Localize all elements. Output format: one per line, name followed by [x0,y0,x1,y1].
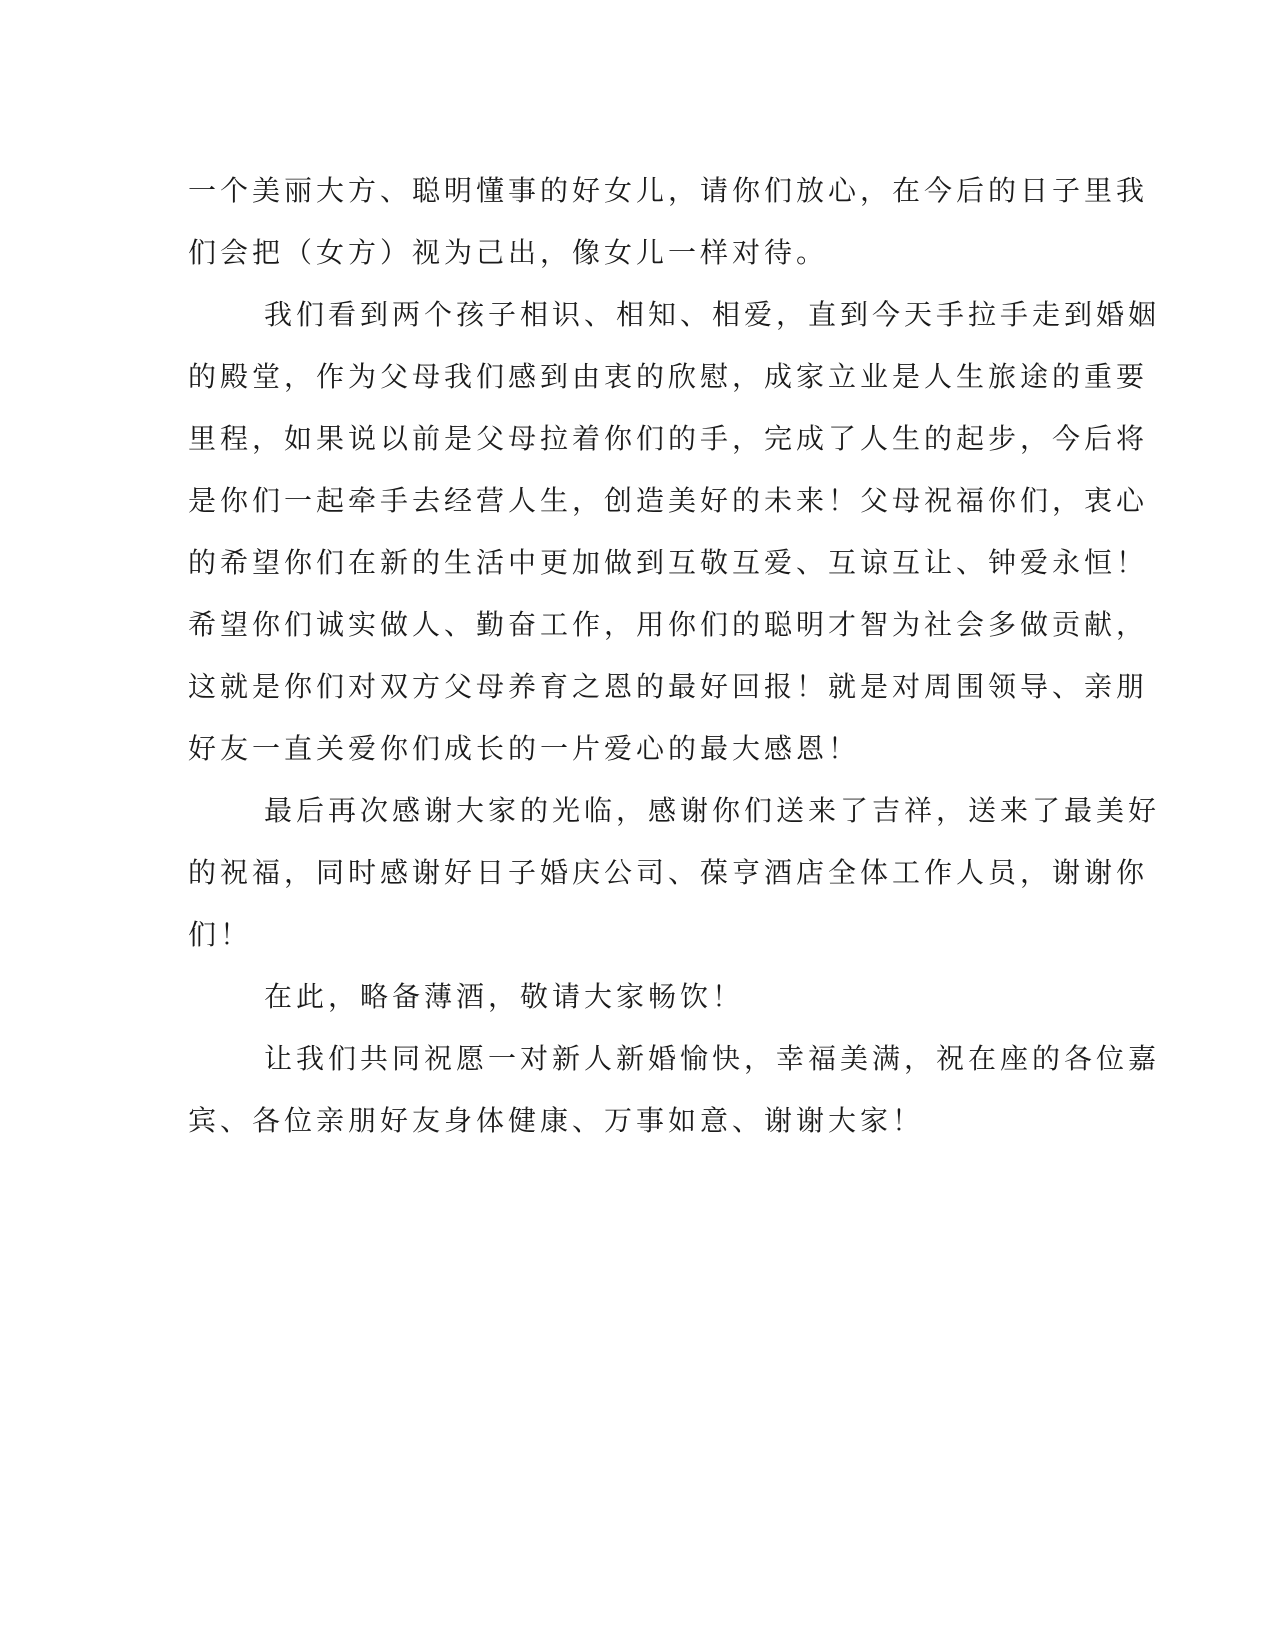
text-line: 在此，略备薄酒，敬请大家畅饮！ [264,980,745,1013]
text-line: 宾、各位亲朋好友身体健康、万事如意、谢谢大家！ [188,1104,925,1137]
text-line: 们会把（女方）视为己出，像女儿一样对待。 [188,236,829,269]
text-line: 让我们共同祝愿一对新人新婚愉快，幸福美满，祝在座的各位嘉 [264,1042,1161,1075]
text-line: 的殿堂，作为父母我们感到由衷的欣慰，成家立业是人生旅途的重要 [188,360,1149,393]
text-line: 的祝福，同时感谢好日子婚庆公司、葆亨酒店全体工作人员，谢谢你 [188,856,1149,889]
text-line: 希望你们诚实做人、勤奋工作，用你们的聪明才智为社会多做贡献， [188,608,1149,641]
text-line: 最后再次感谢大家的光临，感谢你们送来了吉祥，送来了最美好 [264,794,1161,827]
text-line: 们！ [188,918,253,951]
text-line: 里程，如果说以前是父母拉着你们的手，完成了人生的起步，今后将 [188,422,1149,455]
text-line: 这就是你们对双方父母养育之恩的最好回报！就是对周围领导、亲朋 [188,670,1149,703]
text-line: 一个美丽大方、聪明懂事的好女儿，请你们放心，在今后的日子里我 [188,174,1149,207]
text-line: 好友一直关爱你们成长的一片爱心的最大感恩！ [188,732,861,765]
text-line: 我们看到两个孩子相识、相知、相爱，直到今天手拉手走到婚姻 [264,298,1161,331]
text-line: 是你们一起牵手去经营人生，创造美好的未来！父母祝福你们，衷心 [188,484,1149,517]
text-line: 的希望你们在新的生活中更加做到互敬互爱、互谅互让、钟爱永恒！ [188,546,1149,579]
document-body [188,160,1161,1152]
